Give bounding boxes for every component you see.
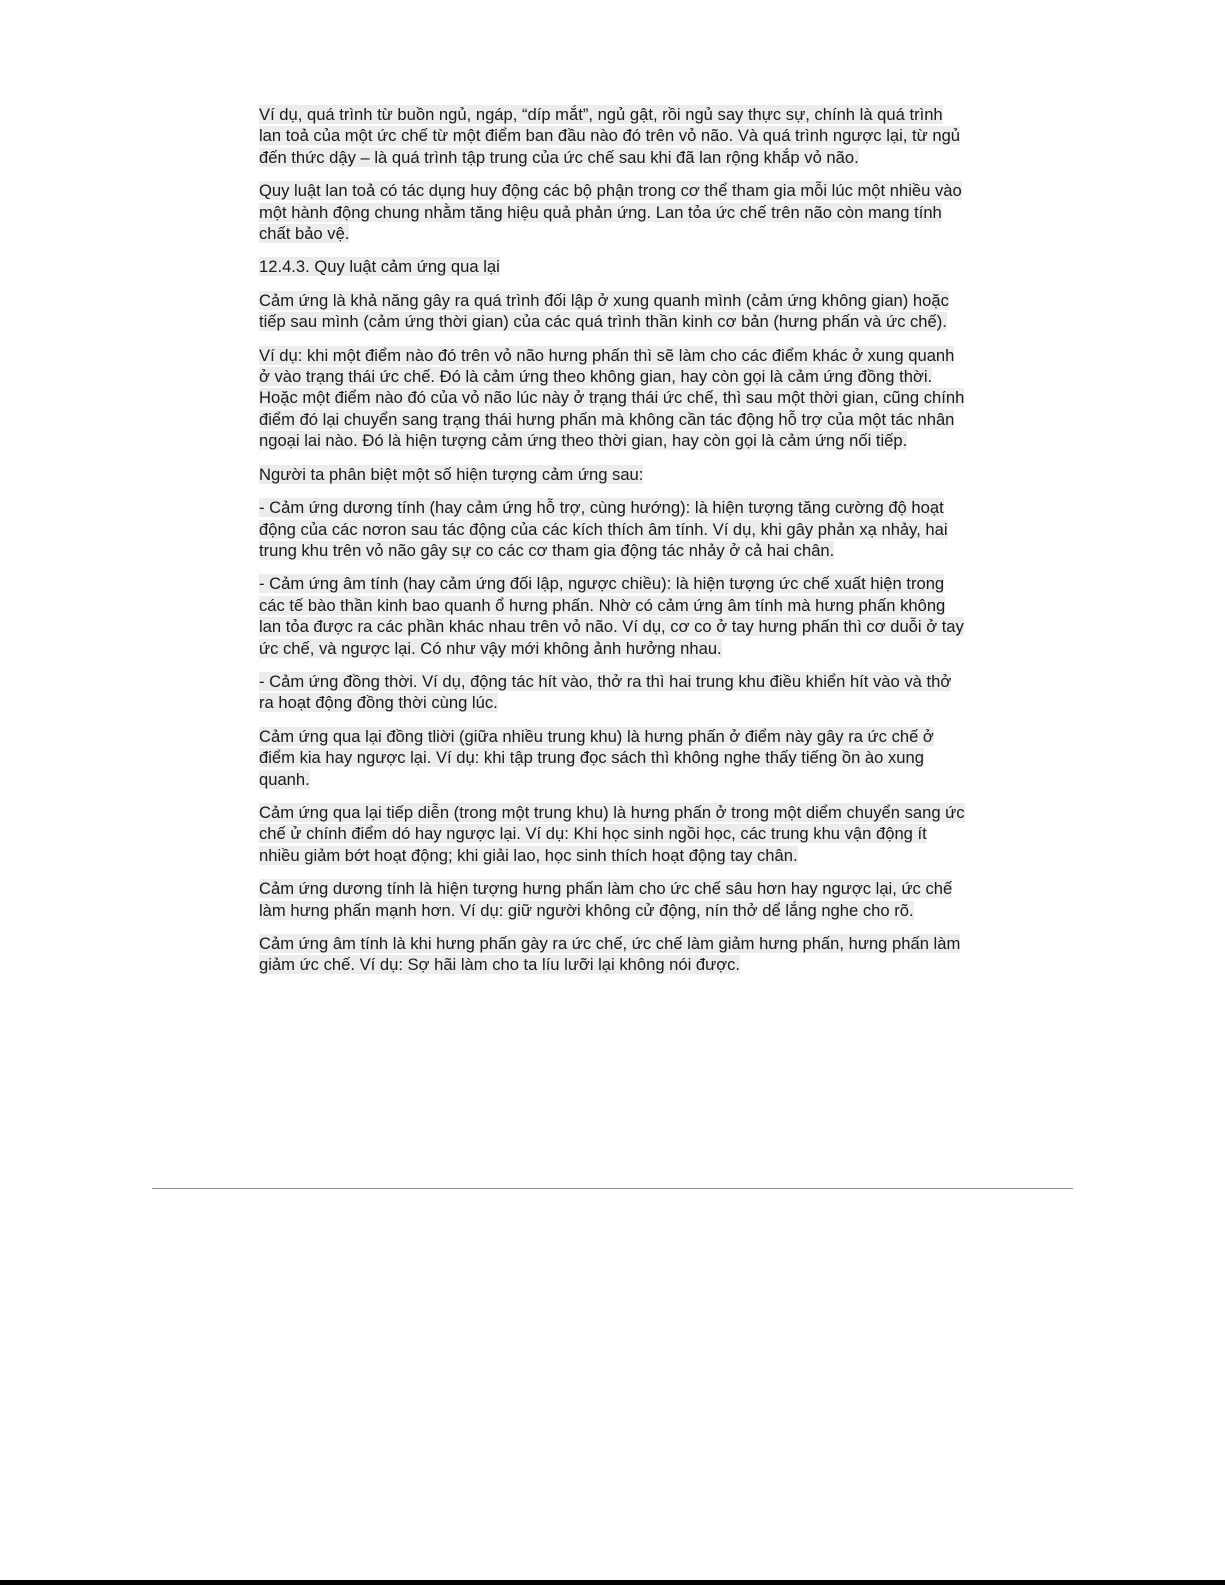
paragraph-text: Cảm ứng qua lại tiếp diễn (trong một trung khu) là hưng phấn ở trong một diểm chuyển sang ức chế ử chính điểm dó hay ngược lại. Ví dụ: Khi học sinh ngồi học, các trung khu vận động ít nhiều giảm bớt hoạt động; khi giải lao, học sinh thích hoạt động tay chân. <box>259 802 965 865</box>
paragraph-positive-induction <box>259 878 967 921</box>
list-item-positive-induction <box>259 497 967 561</box>
paragraph-induction-example <box>259 345 967 452</box>
bottom-edge-bar <box>0 1580 1225 1585</box>
paragraph-spread-law <box>259 180 967 244</box>
paragraph-text: Ví dụ: khi một điểm nào đó trên vỏ não hưng phấn thì sẽ làm cho các điểm khác ở xung quanh ở vào trạng thái ức chế. Đó là cảm ứng theo không gian, hay còn gọi là cảm ứng đồng thời. Hoặc một điểm nào đó của vỏ não lúc này ở trạng thái ức chế, thì sau một thời gian, cũng chính điểm đó lại chuyển sang trạng thái hưng phấn mà không cần tác động hỗ trợ của một tác nhân ngoại lai nào. Đó là hiện tượng cảm ứng theo thời gian, hay còn gọi là cảm ứng nối tiếp. <box>259 345 965 451</box>
paragraph-text: Người ta phân biệt một số hiện tượng cảm ứng sau: <box>259 464 644 484</box>
paragraph-successive-mutual <box>259 802 967 866</box>
section-heading <box>259 256 967 277</box>
paragraph-simultaneous-mutual <box>259 726 967 790</box>
page-divider <box>152 1188 1073 1189</box>
paragraph-example-sleep <box>259 104 967 168</box>
list-item-negative-induction <box>259 573 967 659</box>
paragraph-text: - Cảm ứng âm tính (hay cảm ứng đối lập, ngược chiều): là hiện tượng ức chế xuất hiện trong các tế bào thần kinh bao quanh ổ hưng phấn. Nhờ có cảm ứng âm tính mà hưng phấn không lan tỏa được ra các phần khác nhau trên vỏ não. Ví dụ, cơ co ở tay hưng phấn thì cơ duỗi ở tay ức chế, và ngược lại. Có như vậy mới không ảnh hưởng nhau. <box>259 574 964 658</box>
document-body <box>259 104 967 988</box>
paragraph-text: Cảm ứng âm tính là khi hưng phấn gày ra ức chế, ức chế làm giảm hưng phấn, hưng phấn làm giảm ức chế. Ví dụ: Sợ hãi làm cho ta líu lưỡi lại không nói được. <box>259 934 961 975</box>
paragraph-text: - Cảm ứng dương tính (hay cảm ứng hỗ trợ, cùng hướng): là hiện tượng tăng cường độ hoạt động của các nơron sau tác động của các kích thích âm tính. Ví dụ, khi gây phản xạ nhảy, hai trung khu trên vỏ não gây sự co các cơ tham gia động tác nhảy ở cả hai chân. <box>259 498 948 560</box>
paragraph-induction-definition <box>259 290 967 333</box>
paragraph-text: Cảm ứng qua lại đồng tliời (giữa nhiều trung khu) là hưng phấn ở điểm này gây ra ức chế ở điểm kia hay ngược lại. Ví dụ: khi tập trung đọc sách thì không nghe thấy tiếng ồn ào xung quanh. <box>259 726 934 789</box>
paragraph-text: Cảm ứng dương tính là hiện tượng hưng phấn làm cho ức chế sâu hơn hay ngược lại, ức chế làm hưng phấn mạnh hơn. Ví dụ: giữ người không cử động, nín thở dể lắng nghe cho rõ. <box>259 879 953 920</box>
paragraph-negative-induction <box>259 933 967 976</box>
paragraph-text: - Cảm ứng đồng thời. Ví dụ, động tác hít vào, thở ra thì hai trung khu điều khiển hít vào và thở ra hoạt động đồng thời cùng lúc. <box>259 671 952 713</box>
section-heading-text: 12.4.3. Quy luật cảm ứng qua lại <box>259 257 500 277</box>
list-item-simultaneous-induction <box>259 671 967 714</box>
paragraph-text: Ví dụ, quá trình từ buồn ngủ, ngáp, “díp mắt”, ngủ gật, rồi ngủ say thực sự, chính là quá trình lan toả của một ức chế từ một điểm ban đầu nào đó trên vỏ não. Và quá trình ngược lại, từ ngủ đến thức dậy – là quá trình tập trung của ức chế sau khi đã lan rộng khắp vỏ não. <box>259 105 961 167</box>
paragraph-text: Cảm ứng là khả năng gây ra quá trình đối lập ở xung quanh mình (cảm ứng không gian) hoặc tiếp sau mình (cảm ứng thời gian) của các quá trình thần kinh cơ bản (hưng phấn và ức chế). <box>259 290 949 332</box>
paragraph-induction-types-intro <box>259 464 967 485</box>
paragraph-text: Quy luật lan toả có tác dụng huy động các bộ phận trong cơ thể tham gia mỗi lúc một nhiều vào một hành động chung nhằm tăng hiệu quả phản ứng. Lan tỏa ức chế trên não còn mang tính chất bảo vệ. <box>259 181 962 244</box>
